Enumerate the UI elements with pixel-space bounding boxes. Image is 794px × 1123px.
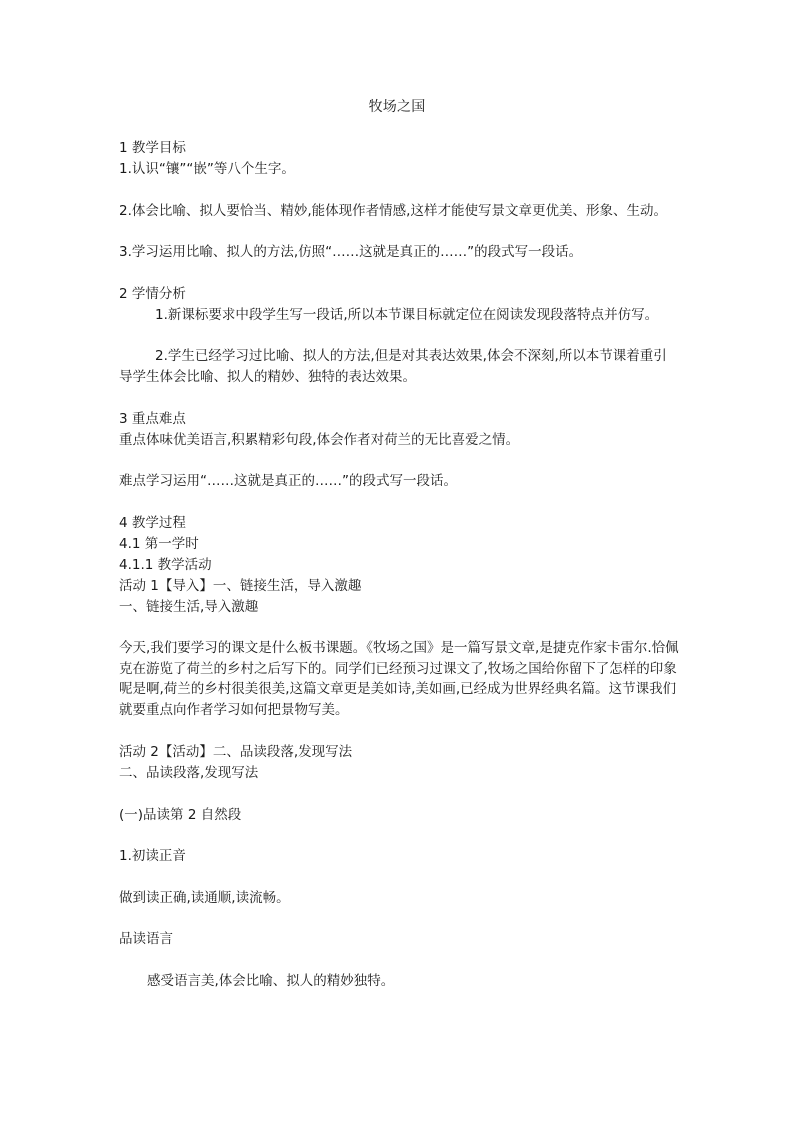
activity-1-heading: 一、链接生活,导入激趣	[119, 599, 259, 615]
analysis-item-2-line-1: 2.学生已经学习过比喻、拟人的方法,但是对其表达效果,体会不深刻,所以本节课着重引	[155, 348, 667, 364]
analysis-item-1: 1.新课标要求中段学生写一段话,所以本节课目标就定位在阅读发现段落特点并仿写。	[155, 307, 659, 323]
activity-2-step-2: 品读语言	[119, 931, 173, 947]
goal-item-1: 1.认识“镶”“嵌”等八个生字。	[119, 161, 295, 177]
subsection-teaching-activities: 4.1.1 教学活动	[119, 557, 212, 573]
activity-2-label: 活动 2【活动】二、品读段落,发现写法	[119, 744, 353, 760]
key-point-text: 重点体味优美语言,积累精彩句段,体会作者对荷兰的无比喜爱之情。	[119, 432, 520, 448]
activity-2-heading: 二、品读段落,发现写法	[119, 765, 259, 781]
goal-item-2: 2.体会比喻、拟人要恰当、精妙,能体现作者情感,这样才能使写景文章更优美、形象、生动。	[119, 203, 667, 219]
activity-1-paragraph: 今天,我们要学习的课文是什么板书课题。《牧场之国》是一篇写景文章,是捷克作家卡雷尔.恰佩克在游览了荷兰的乡村之后写下的。同学们已经预习过课文了,牧场之国给你留下了怎样的印象呢是啊,荷兰的乡村很美很美,这篇文章更是美如诗,美如画,已经成为世界经典名篇。这节课我们就要重点向作者学习如何把景物写美。	[119, 640, 679, 718]
activity-2-step-2-text: 感受语言美,体会比喻、拟人的精妙独特。	[147, 973, 395, 989]
activity-2-step-1-text: 做到读正确,读通顺,读流畅。	[119, 890, 290, 906]
analysis-item-2-line-2: 导学生体会比喻、拟人的精妙、独特的表达效果。	[119, 369, 416, 385]
document-title: 牧场之国	[368, 99, 426, 115]
section-heading-analysis: 2 学情分析	[119, 286, 186, 302]
subsection-first-period: 4.1 第一学时	[119, 536, 199, 552]
section-heading-goals: 1 教学目标	[119, 140, 186, 156]
section-heading-key-points: 3 重点难点	[119, 411, 186, 427]
activity-1-label: 活动 1【导入】一、链接生活，导入激趣	[119, 578, 362, 594]
goal-item-3: 3.学习运用比喻、拟人的方法,仿照“……这就是真正的……”的段式写一段话。	[119, 244, 583, 260]
difficult-point-text: 难点学习运用“……这就是真正的……”的段式写一段话。	[119, 473, 457, 489]
section-heading-process: 4 教学过程	[119, 515, 186, 531]
activity-2-part-1: (一)品读第 2 自然段	[119, 807, 242, 823]
activity-2-step-1: 1.初读正音	[119, 848, 186, 864]
